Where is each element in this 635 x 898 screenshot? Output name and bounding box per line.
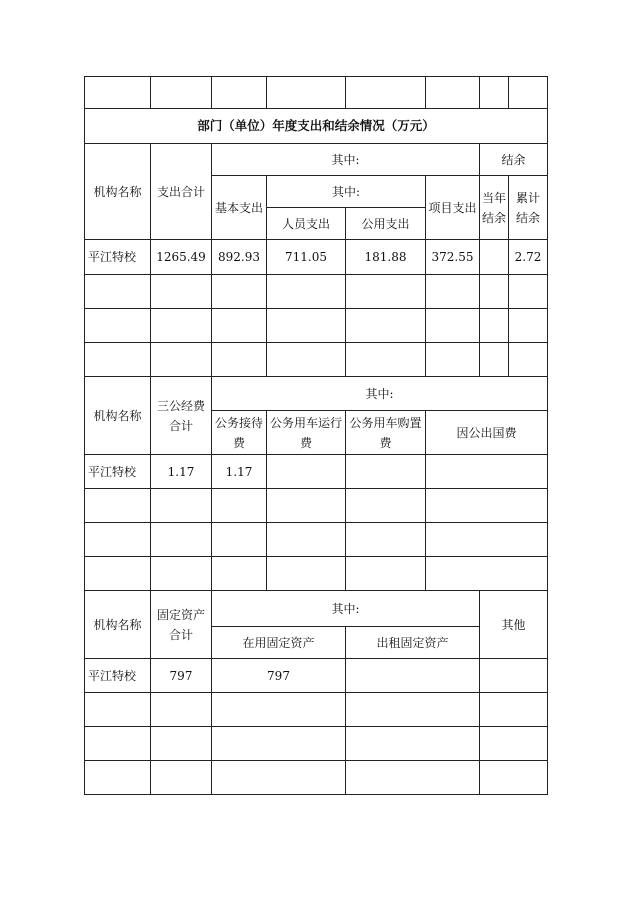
sec1-personnel-cell: 711.05 [267, 240, 346, 275]
current-surplus-line1: 当年 [481, 190, 506, 205]
table-row [85, 275, 548, 309]
sec2-abroad-header: 因公出国费 [426, 411, 548, 455]
table-row [85, 727, 548, 761]
sec3-total-line2: 合计 [168, 627, 193, 642]
sec1-public-header: 公用支出 [346, 208, 426, 240]
sec3-total-cell: 797 [151, 659, 212, 693]
sec2-org-cell: 平江特校 [85, 455, 151, 489]
cumulative-surplus-line1: 累计 [515, 190, 540, 205]
sec3-in-use-cell: 797 [212, 659, 346, 693]
table-row [85, 455, 548, 489]
sec1-current-surplus-header [480, 176, 509, 240]
sec1-basic-cell: 892.93 [212, 240, 267, 275]
sec2-total-cell: 1.17 [151, 455, 212, 489]
table-title: 部门（单位）年度支出和结余情况（万元） [85, 109, 548, 144]
sec2-reception-line2: 费 [232, 435, 245, 450]
sec1-project-cell: 372.55 [426, 240, 480, 275]
cumulative-surplus-line2: 结余 [515, 210, 540, 225]
sec1-public-cell: 181.88 [346, 240, 426, 275]
sec1-total-header: 支出合计 [151, 144, 212, 240]
sec3-total-header [151, 591, 212, 659]
sec1-cumulative-cell: 2.72 [509, 240, 548, 275]
table-row [85, 343, 548, 377]
sec1-surplus-header: 结余 [480, 144, 548, 176]
sec1-cumulative-surplus-header [509, 176, 548, 240]
sec3-org-header: 机构名称 [85, 591, 151, 659]
sec3-total-line1: 固定资产 [156, 607, 205, 622]
sec2-org-header: 机构名称 [85, 377, 151, 455]
sec1-current-cell [480, 240, 509, 275]
sec2-vehicle-run-header [267, 411, 346, 455]
sec2-reception-line1: 公务接待 [214, 415, 263, 430]
table-row [85, 659, 548, 693]
sec3-org-cell: 平江特校 [85, 659, 151, 693]
current-surplus-line2: 结余 [481, 210, 506, 225]
sec2-reception-header [212, 411, 267, 455]
sec1-basic-header: 基本支出 [212, 176, 267, 240]
sec1-total-cell: 1265.49 [151, 240, 212, 275]
table-row [85, 557, 548, 591]
table-row [85, 693, 548, 727]
sec1-personnel-header: 人员支出 [267, 208, 346, 240]
top-empty-row [85, 77, 548, 109]
sec2-vehicle-run-line1: 公务用车运行 [269, 415, 342, 430]
sec2-vehicle-run-line2: 费 [299, 435, 312, 450]
sec2-total-header [151, 377, 212, 455]
table-row [85, 309, 548, 343]
table-row [85, 489, 548, 523]
table-row [85, 240, 548, 275]
sec2-of-which: 其中: [212, 377, 548, 411]
sec1-of-which: 其中: [212, 144, 480, 176]
sec1-project-header: 项目支出 [426, 176, 480, 240]
sec3-other-header: 其他 [480, 591, 548, 659]
sec2-total-line2: 合计 [168, 418, 193, 433]
sec2-total-line1: 三公经费 [156, 398, 205, 413]
expenditure-table [84, 76, 548, 795]
sec3-leased-header: 出租固定资产 [346, 627, 480, 659]
sec3-in-use-header: 在用固定资产 [212, 627, 346, 659]
sec3-of-which: 其中: [212, 591, 480, 627]
sec1-org-cell: 平江特校 [85, 240, 151, 275]
table-row [85, 761, 548, 795]
table-row [85, 523, 548, 557]
sec1-of-which-2: 其中: [267, 176, 426, 208]
sec1-org-header: 机构名称 [85, 144, 151, 240]
sec2-vehicle-buy-header: 公务用车购置费 [346, 411, 426, 455]
sec2-reception-cell: 1.17 [212, 455, 267, 489]
